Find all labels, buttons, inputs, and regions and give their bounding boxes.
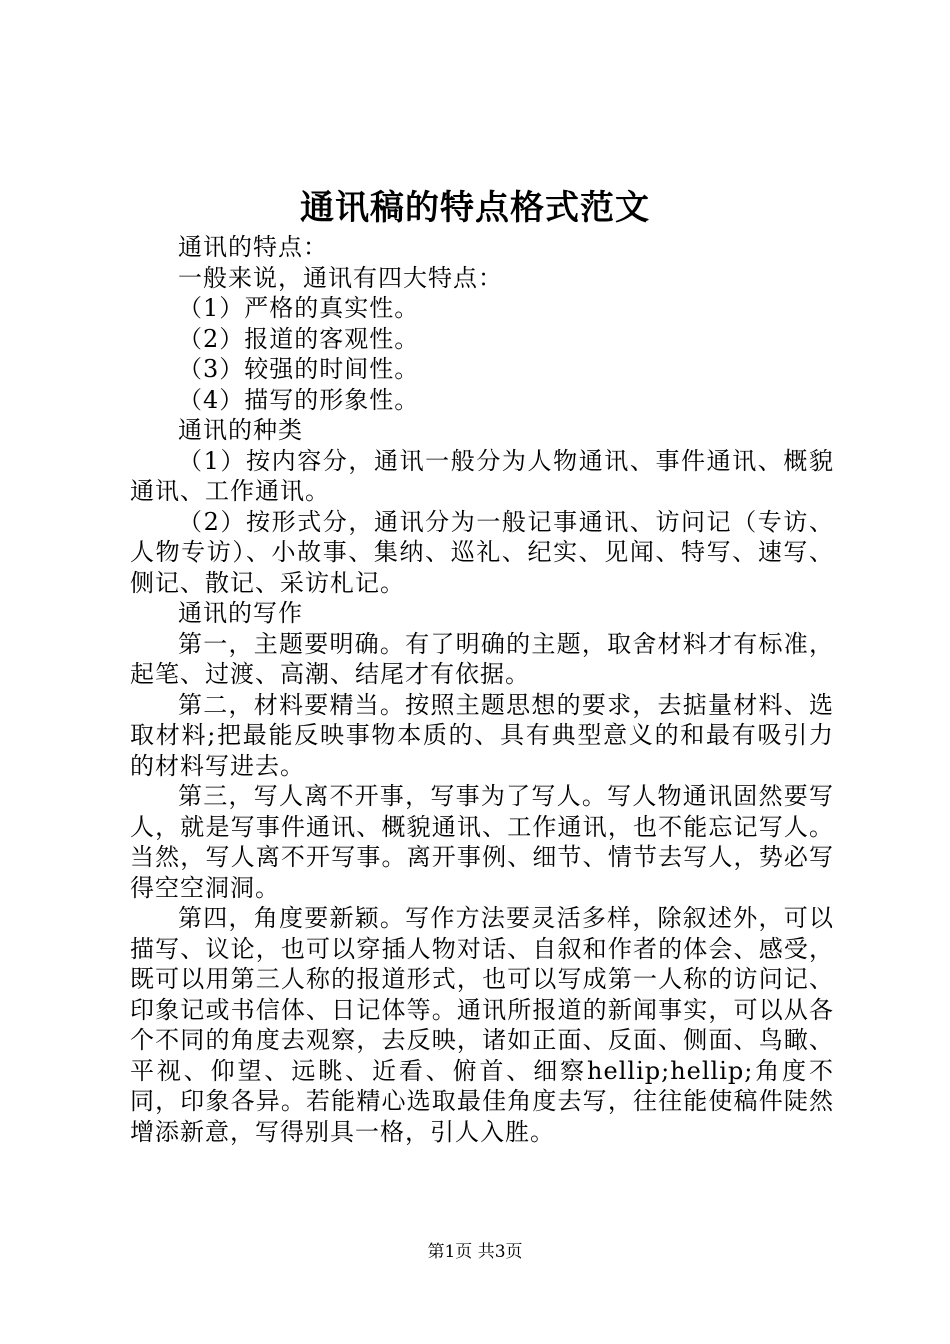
paragraph: （1）严格的真实性。 bbox=[178, 294, 420, 322]
paragraph: 通讯的特点： bbox=[178, 233, 328, 261]
paragraph: （3）较强的时间性。 bbox=[178, 355, 420, 383]
paragraph: 第一，主题要明确。有了明确的主题，取舍材料才有标准，起笔、过渡、高潮、结尾才有依据。 bbox=[130, 629, 834, 688]
paragraph: 第四，角度要新颖。写作方法要灵活多样，除叙述外，可以描写、议论，也可以穿插人物对话、自叙和作者的体会、感受，既可以用第三人称的报道形式，也可以写成第一人称的访问记、印象记或书信体、日记体等。通讯所报道的新闻事实，可以从各个不同的角度去观察，去反映，诸如正面、反面、侧面、鸟瞰、平视、仰望、远眺、近看、俯首、细察hellip;hellip;角度不同，印象各异。若能精心选取最佳角度去写，往往能使稿件陡然增添新意，写得别具一格，引人入胜。 bbox=[130, 904, 834, 1146]
paragraph: （2）按形式分，通讯分为一般记事通讯、访问记（专访、人物专访）、小故事、集纳、巡礼、纪实、见闻、特写、速写、侧记、散记、采访札记。 bbox=[130, 507, 834, 597]
document-body bbox=[130, 232, 834, 1147]
document-title: 通讯稿的特点格式范文 bbox=[300, 188, 650, 228]
paragraph: （1）按内容分，通讯一般分为人物通讯、事件通讯、概貌通讯、工作通讯。 bbox=[130, 446, 834, 505]
paragraph: 第三，写人离不开事，写事为了写人。写人物通讯固然要写人，就是写事件通讯、概貌通讯、工作通讯，也不能忘记写人。当然，写人离不开写事。离开事例、细节、情节去写人，势必写得空空洞洞。 bbox=[130, 782, 834, 902]
page-footer: 第1页 共3页 bbox=[427, 1242, 523, 1262]
paragraph: 一般来说，通讯有四大特点： bbox=[178, 263, 503, 292]
paragraph: 第二，材料要精当。按照主题思想的要求，去掂量材料、选取材料;把最能反映事物本质的、具有典型意义的和最有吸引力的材料写进去。 bbox=[130, 690, 834, 780]
paragraph: 通讯的写作 bbox=[178, 599, 303, 627]
paragraph: （4）描写的形象性。 bbox=[178, 385, 420, 414]
paragraph: （2）报道的客观性。 bbox=[178, 324, 420, 353]
paragraph: 通讯的种类 bbox=[178, 416, 303, 444]
